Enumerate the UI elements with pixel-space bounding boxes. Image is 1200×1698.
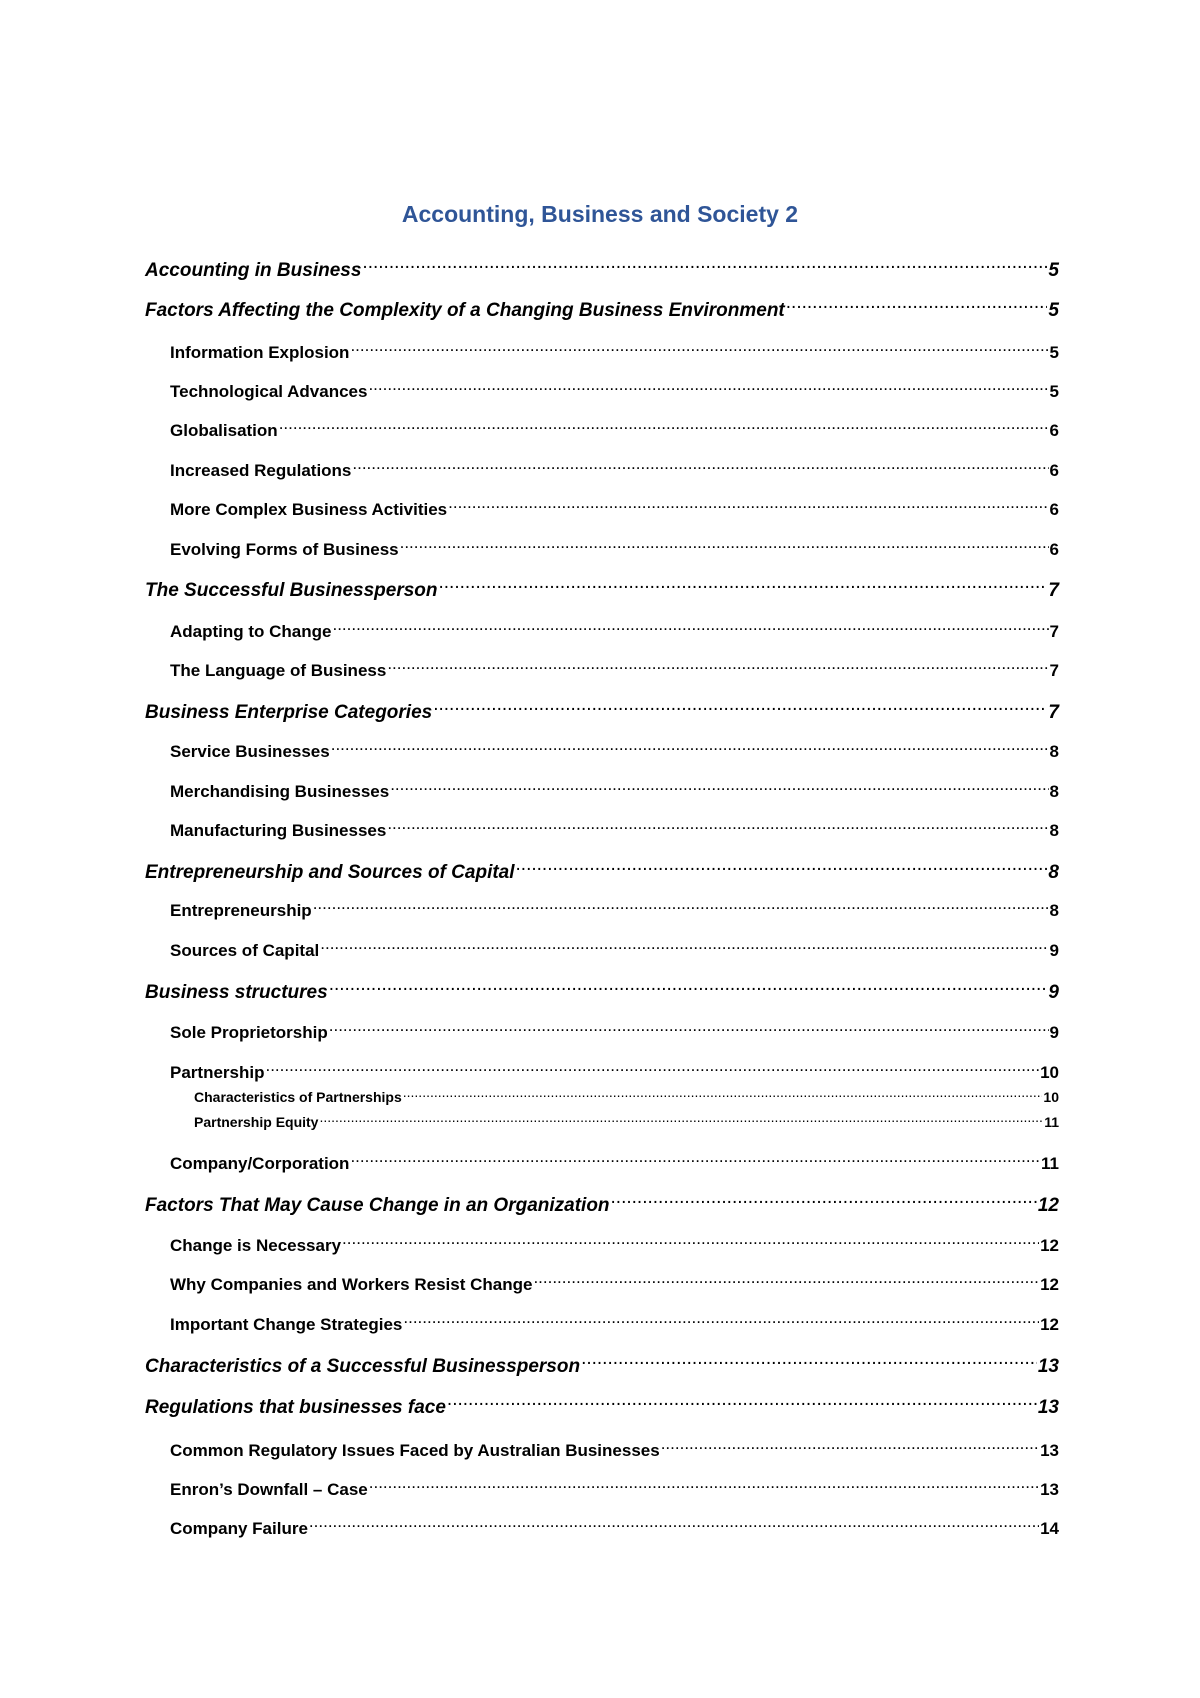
toc-entry-label: Adapting to Change	[170, 622, 332, 641]
toc-entry[interactable]	[145, 1346, 1059, 1377]
toc-entry-page-number: 10	[1043, 1089, 1059, 1105]
toc-dot-leader	[785, 290, 1048, 316]
toc-entry-page-number: 5	[1048, 260, 1059, 281]
toc-entry[interactable]	[145, 412, 1059, 440]
toc-entry-label: Technological Advances	[170, 382, 368, 401]
toc-dot-leader	[312, 892, 1049, 916]
toc-entry-label: Information Explosion	[170, 343, 350, 362]
toc-entry-label: Regulations that businesses face	[145, 1397, 446, 1418]
toc-entry[interactable]	[145, 290, 1059, 321]
toc-entry-page-number: 8	[1048, 862, 1059, 883]
toc-entry-label: Characteristics of a Successful Businessperson	[145, 1356, 581, 1377]
toc-dot-leader	[331, 613, 1048, 637]
toc-entry[interactable]	[145, 692, 1059, 723]
toc-entry-page-number: 12	[1037, 1195, 1059, 1216]
toc-entry[interactable]	[145, 892, 1059, 920]
toc-entry[interactable]	[145, 334, 1059, 362]
toc-entry[interactable]	[145, 1082, 1059, 1105]
toc-entry-page-number: 9	[1049, 1023, 1059, 1042]
toc-entry-label: Increased Regulations	[170, 461, 352, 480]
toc-entry[interactable]	[145, 531, 1059, 559]
toc-dot-leader	[349, 1145, 1040, 1169]
toc-dot-leader	[399, 531, 1049, 555]
toc-dot-leader	[278, 412, 1049, 436]
toc-dot-leader	[447, 491, 1048, 515]
toc-entry-page-number: 14	[1040, 1519, 1059, 1538]
toc-dot-leader	[532, 1266, 1039, 1290]
toc-entry-page-number: 12	[1040, 1275, 1059, 1294]
toc-entry-page-number: 5	[1048, 300, 1059, 321]
toc-entry-page-number: 8	[1049, 742, 1059, 761]
toc-entry-page-number: 11	[1044, 1114, 1059, 1130]
toc-dot-leader	[432, 692, 1047, 718]
toc-entry[interactable]	[145, 613, 1059, 641]
toc-entry-page-number: 5	[1049, 343, 1059, 362]
toc-entry[interactable]	[145, 1185, 1059, 1216]
toc-entry-label: Manufacturing Businesses	[170, 821, 387, 840]
toc-entry[interactable]	[145, 812, 1059, 840]
toc-entry-page-number: 8	[1049, 782, 1059, 801]
toc-entry-page-number: 11	[1041, 1154, 1059, 1173]
toc-dot-leader	[328, 972, 1048, 998]
toc-entry[interactable]	[145, 1471, 1059, 1499]
toc-entry[interactable]	[145, 932, 1059, 960]
toc-entry-label: Accounting in Business	[145, 260, 362, 281]
toc-entry-page-number: 6	[1049, 500, 1059, 519]
toc-entry-label: Enron’s Downfall – Case	[170, 1480, 368, 1499]
toc-entry-page-number: 7	[1049, 661, 1059, 680]
toc-dot-leader	[341, 1227, 1039, 1251]
toc-entry[interactable]	[145, 733, 1059, 761]
toc-entry-label: The Successful Businessperson	[145, 580, 438, 601]
toc-entry-label: Change is Necessary	[170, 1236, 342, 1255]
toc-entry-label: Service Businesses	[170, 742, 330, 761]
toc-entry-page-number: 13	[1037, 1397, 1059, 1418]
toc-entry[interactable]	[145, 1145, 1059, 1173]
toc-entry[interactable]	[145, 452, 1059, 480]
toc-dot-leader	[328, 1014, 1049, 1038]
toc-entry[interactable]	[145, 1107, 1059, 1130]
toc-entry-label: Entrepreneurship and Sources of Capital	[145, 862, 515, 883]
toc-entry-label: Merchandising Businesses	[170, 782, 390, 801]
toc-entry-page-number: 9	[1049, 941, 1059, 960]
toc-entry-label: Sole Proprietorship	[170, 1023, 328, 1042]
toc-entry-label: Characteristics of Partnerships	[194, 1089, 402, 1105]
toc-dot-leader	[308, 1510, 1039, 1534]
toc-dot-leader	[349, 334, 1048, 358]
toc-dot-leader	[610, 1185, 1037, 1211]
toc-entry-label: Entrepreneurship	[170, 901, 312, 920]
toc-entry-label: Important Change Strategies	[170, 1315, 403, 1334]
toc-entry-label: Partnership	[170, 1063, 265, 1082]
toc-entry[interactable]	[145, 250, 1059, 281]
toc-entry-page-number: 5	[1049, 382, 1059, 401]
toc-dot-leader	[386, 812, 1048, 836]
toc-entry[interactable]	[145, 852, 1059, 883]
toc-dot-leader	[580, 1346, 1037, 1372]
toc-entry-label: Sources of Capital	[170, 941, 320, 960]
toc-entry-page-number: 6	[1049, 540, 1059, 559]
toc-entry-label: Business structures	[145, 982, 328, 1003]
toc-entry[interactable]	[145, 1387, 1059, 1418]
toc-entry[interactable]	[145, 972, 1059, 1003]
toc-entry[interactable]	[145, 1510, 1059, 1538]
toc-dot-leader	[386, 652, 1048, 676]
toc-entry-page-number: 13	[1040, 1480, 1059, 1499]
toc-dot-leader	[368, 1471, 1039, 1495]
toc-entry-label: Globalisation	[170, 421, 278, 440]
toc-dot-leader	[361, 250, 1047, 276]
toc-entry[interactable]	[145, 1266, 1059, 1294]
toc-dot-leader	[367, 373, 1048, 397]
toc-dot-leader	[402, 1306, 1039, 1330]
toc-entry[interactable]	[145, 373, 1059, 401]
toc-entry-page-number: 9	[1048, 982, 1059, 1003]
toc-dot-leader	[351, 452, 1048, 476]
toc-entry-page-number: 7	[1048, 580, 1059, 601]
toc-dot-leader	[264, 1054, 1039, 1078]
toc-dot-leader	[319, 932, 1048, 956]
toc-dot-leader	[438, 570, 1048, 596]
toc-entry[interactable]	[145, 773, 1059, 801]
toc-entry-label: Factors That May Cause Change in an Organization	[145, 1195, 610, 1216]
toc-entry-page-number: 6	[1049, 461, 1059, 480]
toc-entry-label: Company Failure	[170, 1519, 308, 1538]
toc-entry[interactable]	[145, 1306, 1059, 1334]
toc-dot-leader	[660, 1432, 1039, 1456]
toc-entry[interactable]	[145, 1227, 1059, 1255]
toc-entry[interactable]	[145, 652, 1059, 680]
toc-entry-page-number: 12	[1040, 1315, 1059, 1334]
toc-entry-page-number: 7	[1049, 622, 1059, 641]
toc-entry-label: Company/Corporation	[170, 1154, 350, 1173]
toc-entry-label: The Language of Business	[170, 661, 387, 680]
toc-entry-page-number: 6	[1049, 421, 1059, 440]
toc-dot-leader	[402, 1082, 1043, 1102]
toc-entry-page-number: 8	[1049, 901, 1059, 920]
toc-entry-label: Why Companies and Workers Resist Change	[170, 1275, 533, 1294]
toc-entry-label: Common Regulatory Issues Faced by Australian Businesses	[170, 1441, 660, 1460]
toc-dot-leader	[318, 1107, 1043, 1127]
toc-entry[interactable]	[145, 491, 1059, 519]
toc-entry-label: Business Enterprise Categories	[145, 702, 433, 723]
toc-entry-page-number: 10	[1040, 1063, 1059, 1082]
toc-entry-page-number: 12	[1040, 1236, 1059, 1255]
toc-entry-page-number: 13	[1037, 1356, 1059, 1377]
toc-entry-label: Partnership Equity	[194, 1114, 319, 1130]
toc-dot-leader	[389, 773, 1048, 797]
toc-dot-leader	[446, 1387, 1037, 1413]
toc-entry[interactable]	[145, 1014, 1059, 1042]
toc-entry-page-number: 13	[1040, 1441, 1059, 1460]
toc-entry-label: More Complex Business Activities	[170, 500, 448, 519]
document-title: Accounting, Business and Society 2	[401, 201, 799, 227]
toc-entry-page-number: 8	[1049, 821, 1059, 840]
toc-dot-leader	[330, 733, 1049, 757]
toc-entry[interactable]	[145, 1432, 1059, 1460]
toc-entry[interactable]	[145, 570, 1059, 601]
toc-entry[interactable]	[145, 1054, 1059, 1082]
toc-entry-label: Evolving Forms of Business	[170, 540, 399, 559]
toc-entry-page-number: 7	[1048, 702, 1059, 723]
toc-dot-leader	[515, 852, 1048, 878]
toc-entry-label: Factors Affecting the Complexity of a Changing Business Environment	[145, 300, 785, 321]
